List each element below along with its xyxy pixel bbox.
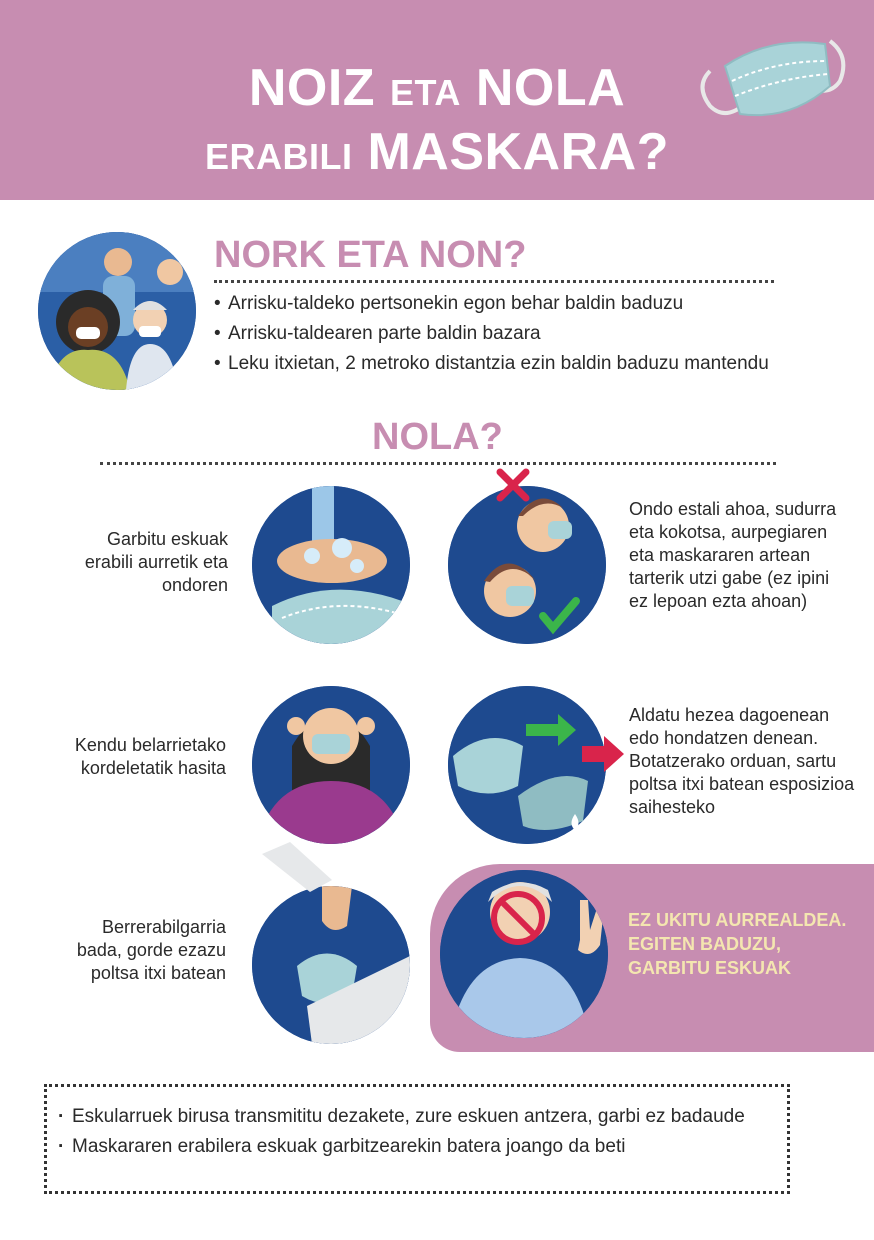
wash-hands-illustration xyxy=(252,486,410,644)
step-cover-face-caption: Ondo estali ahoa, sudurra eta kokotsa, aurpegiaren eta maskararen artean tarterik utzi gabe (ez ipini ez lepoan ezta ahoan) xyxy=(629,499,837,611)
warning-text: EZ UKITU AURREALDEA. EGITEN BADUZU, GARBITU ESKUAK xyxy=(628,910,847,978)
title-line-2: ERABILI MASKARA? xyxy=(205,123,669,181)
how-title: NOLA? xyxy=(372,416,503,458)
list-item: • Leku itxietan, 2 metroko distantzia ezin baldin baduzu mantendu xyxy=(214,352,794,375)
who-divider xyxy=(214,280,774,283)
wrong-cross-icon xyxy=(494,466,532,504)
people-masks-illustration xyxy=(38,232,196,390)
cover-face-illustration xyxy=(448,486,606,644)
sleeve-cuff-icon xyxy=(262,842,332,892)
who-bullet-list xyxy=(214,292,794,382)
title-line-1: NOIZ ETA NOLA xyxy=(248,59,626,117)
store-mask-illustration xyxy=(252,886,410,1044)
no-touch-illustration xyxy=(440,870,608,1038)
list-item: · Eskularruek birusa transmititu dezakete, zure eskuen antzera, garbi ez badaude xyxy=(58,1105,778,1128)
header-banner xyxy=(0,0,874,200)
step-store-caption: Berrerabilgarria bada, gorde ezazu poltsa itxi batean xyxy=(76,917,226,983)
discard-arrow-icon xyxy=(582,736,624,772)
water-drop-icon xyxy=(568,814,582,852)
remove-mask-illustration xyxy=(252,686,410,844)
face-mask-icon xyxy=(690,26,850,136)
list-item: • Arrisku-taldearen parte baldin bazara xyxy=(214,322,794,345)
list-item: • Arrisku-taldeko pertsonekin egon behar baldin baduzu xyxy=(214,292,794,315)
how-divider xyxy=(100,462,776,465)
step-change-caption: Aldatu hezea dagoenean edo hondatzen denean. Botatzerako orduan, sartu poltsa itxi batean esposizioa saihesteko xyxy=(629,705,855,817)
list-item: · Maskararen erabilera eskuak garbitzearekin batera joango da beti xyxy=(58,1135,778,1158)
step-wash-hands-caption: Garbitu eskuak erabili aurretik eta ondoren xyxy=(84,529,228,595)
who-where-title: NORK ETA NON? xyxy=(214,234,527,276)
step-remove-caption: Kendu belarrietako kordeletatik hasita xyxy=(74,735,226,778)
notes-list xyxy=(58,1105,778,1165)
